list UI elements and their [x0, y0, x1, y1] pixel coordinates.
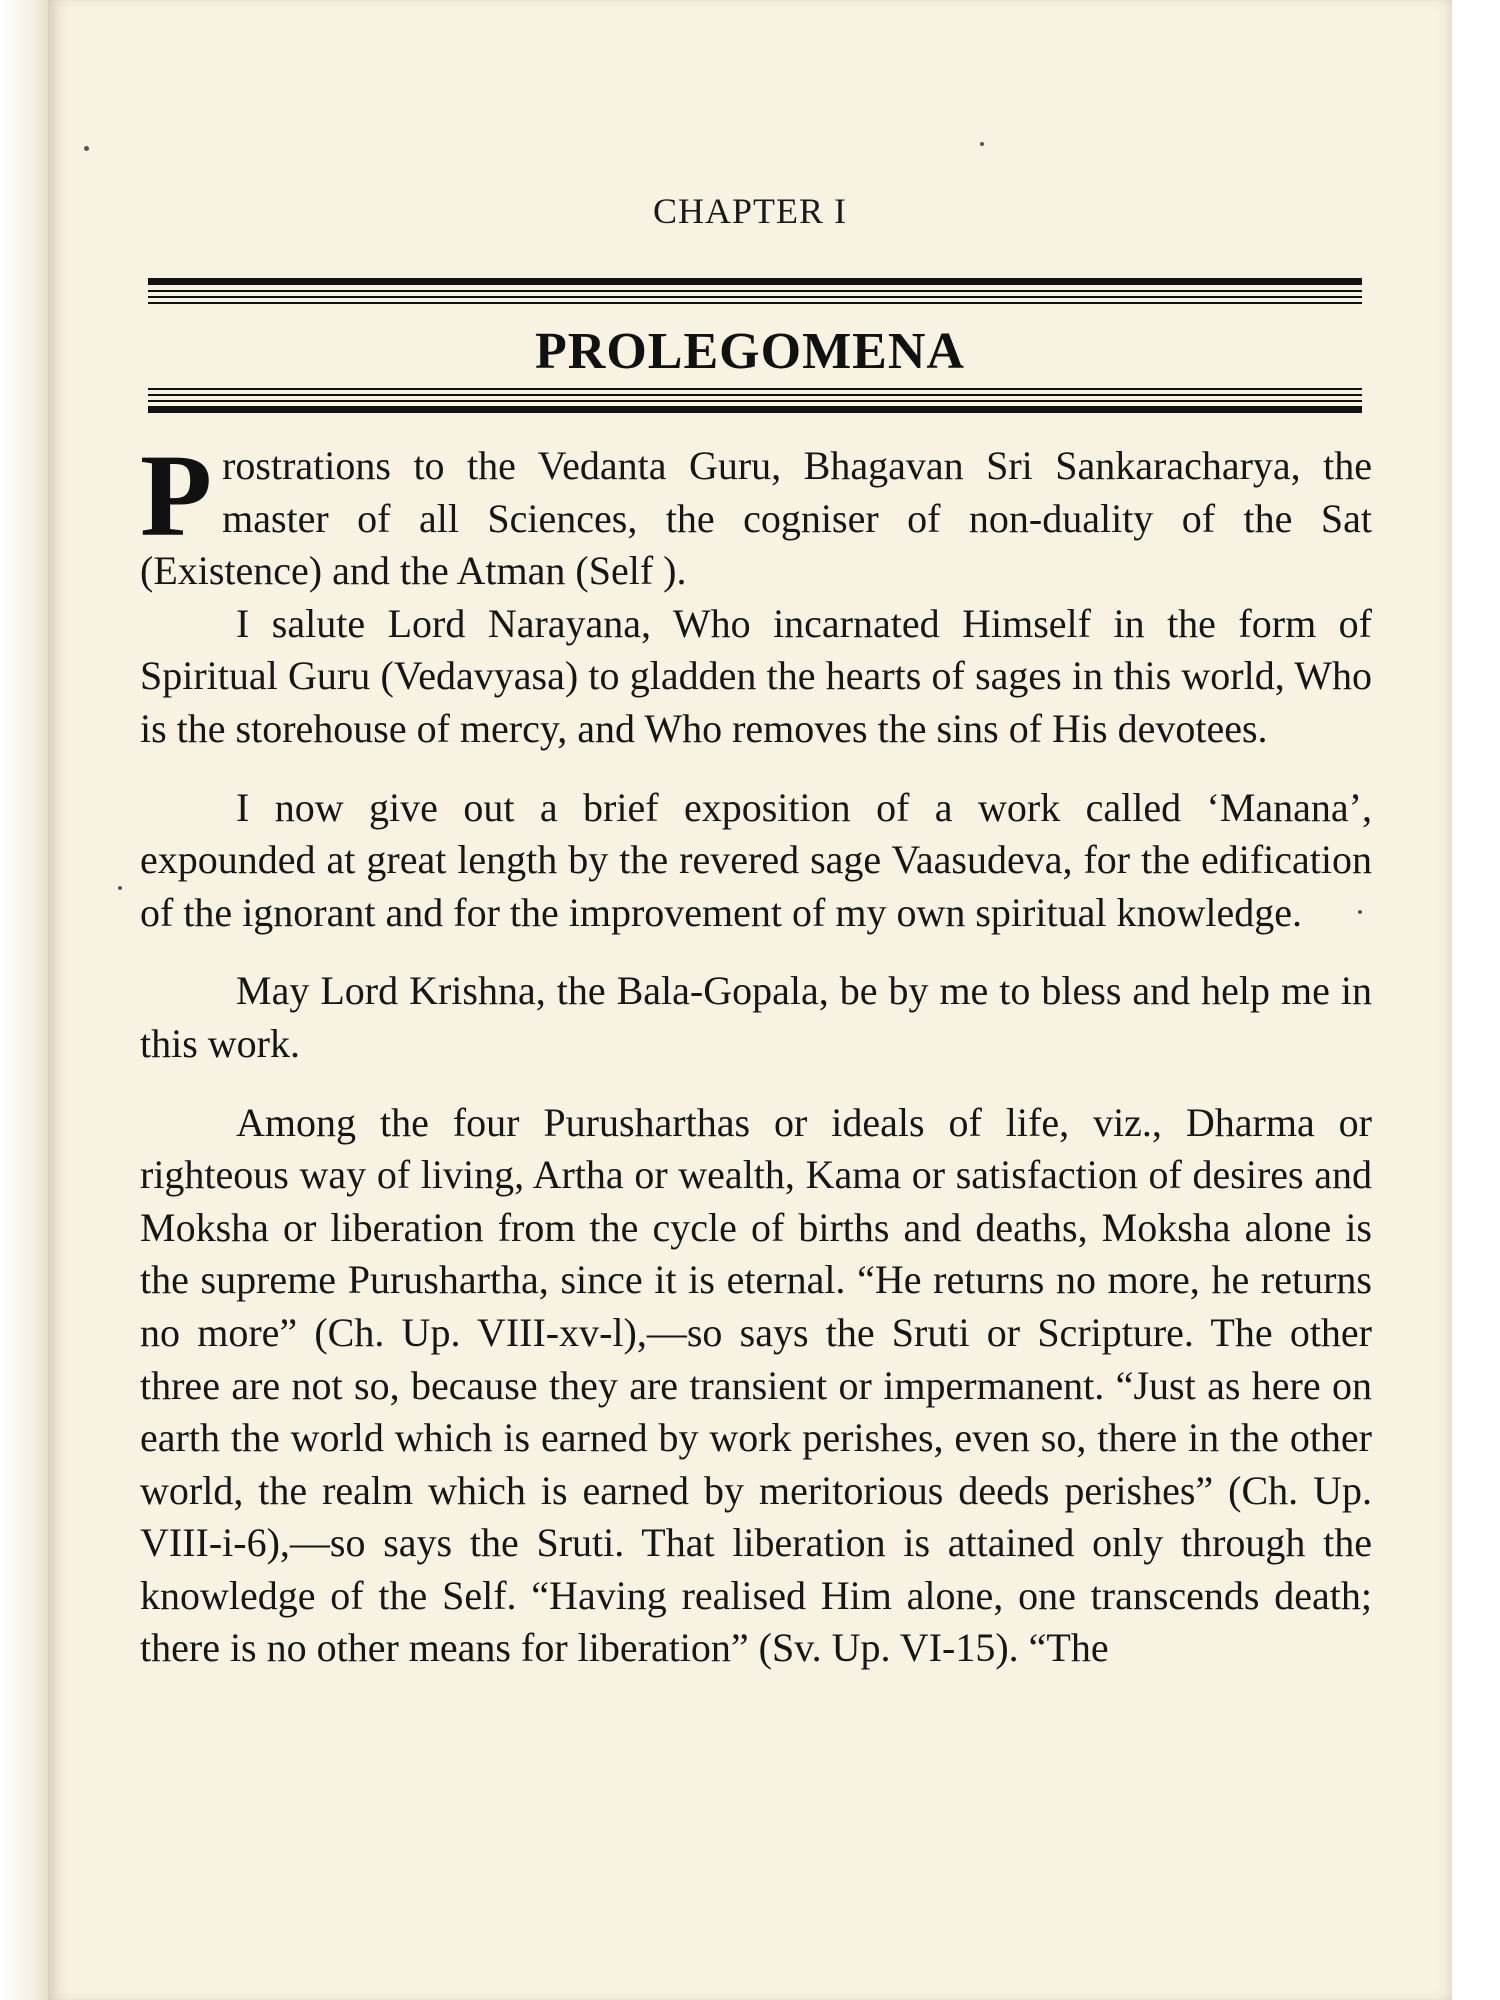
- rule-lower: [148, 388, 1362, 418]
- paragraph-4: May Lord Krishna, the Bala-Gopala, be by me to bless and help me in this work.: [140, 968, 1372, 1066]
- page-speck: [980, 142, 984, 146]
- page-speck: [84, 146, 89, 151]
- rule-upper: [148, 278, 1362, 308]
- paragraph-1: [140, 430, 1372, 598]
- page-left-margin: [0, 0, 48, 2000]
- book-page: [48, 0, 1452, 2000]
- chapter-label: CHAPTER I: [652, 191, 847, 231]
- paragraph-3: I now give out a brief exposition of a work called ‘Manana’, expounded at great length by the revered sage Vaasudeva, for the edification of the ignorant and for the improvement of my own spiritual knowledge.: [140, 784, 1372, 935]
- paragraph-5: Among the four Purusharthas or ideals of life, viz., Dharma or righteous way of living, Artha or wealth, Kama or satisfaction of desires and Moksha or liberation from the cycle of births and deaths, Moksha alone is the supreme Purushartha, since it is eternal. “He returns no more, he returns no more” (Ch. Up. VIII-xv-l),—so says the Sruti or Scripture. The other three are not so, because they are transient or impermanent. “Just as here on earth the world which is earned by work perishes, even so, there in the other world, the realm which is earned by meritorious deeds perishes” (Ch. Up. VIII-i-6),—so says the Sruti. That liberation is attained only through the knowledge of the Self. “Having realised Him alone, one transcends death; there is no other means for liberation” (Sv. Up. VI-15). “The: [140, 1099, 1372, 1671]
- paragraph-2: I salute Lord Narayana, Who incarnated Himself in the form of Spiritual Guru (Vedavyasa) to gladden the hearts of sages in this world, Who is the storehouse of mercy, and Who removes the sins of His devotees.: [140, 600, 1372, 751]
- body-text: [140, 430, 1372, 1675]
- paragraph-1-text: rostrations to the Vedanta Guru, Bhagavan Sri Sankaracharya, the master of all Sciences, the cogniser of non-duality of the Sat (Existence) and the Atman (Self ).: [140, 443, 1372, 594]
- page-speck: [118, 886, 122, 890]
- chapter-title: PROLEGOMENA: [535, 323, 965, 380]
- drop-cap: P: [140, 430, 213, 561]
